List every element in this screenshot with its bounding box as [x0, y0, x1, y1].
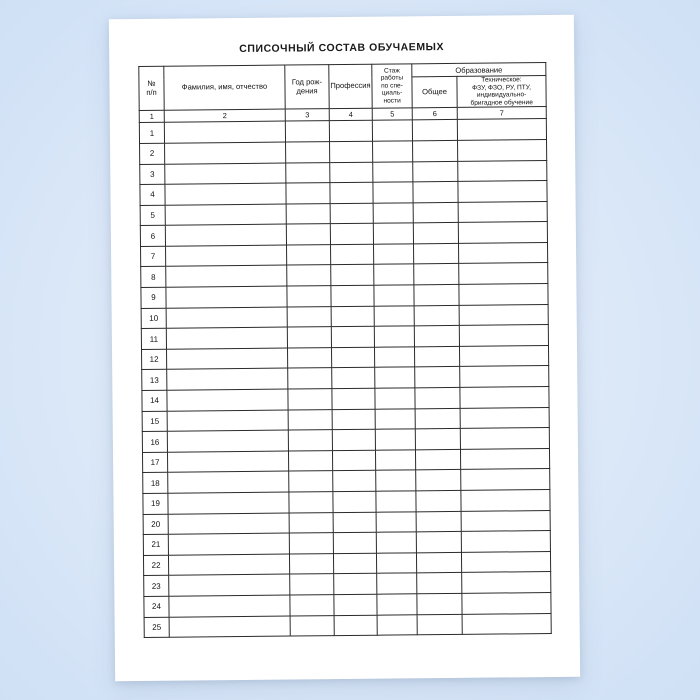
- cell-education-technical[interactable]: [460, 387, 549, 408]
- cell-experience[interactable]: [375, 408, 415, 429]
- cell-education-general[interactable]: [414, 326, 459, 347]
- cell-experience[interactable]: [376, 511, 416, 532]
- header-cell-number: [139, 66, 164, 111]
- cell-fullname[interactable]: [169, 574, 290, 596]
- header-experience-line4: циаль-: [381, 89, 403, 98]
- cell-birthyear[interactable]: [290, 574, 334, 595]
- cell-education-general[interactable]: [414, 243, 459, 264]
- roster-table: [138, 62, 551, 638]
- cell-profession[interactable]: [331, 326, 374, 347]
- cell-education-technical[interactable]: [460, 428, 549, 449]
- cell-profession[interactable]: [331, 347, 374, 368]
- cell-education-technical[interactable]: [460, 366, 549, 387]
- cell-birthyear[interactable]: [287, 265, 331, 286]
- cell-education-technical[interactable]: [459, 284, 548, 305]
- column-number-7: 7: [457, 107, 546, 120]
- cell-profession[interactable]: [330, 162, 373, 183]
- row-number-cell: 5: [140, 205, 165, 226]
- cell-birthyear[interactable]: [288, 450, 332, 471]
- cell-profession[interactable]: [332, 368, 375, 389]
- header-technical-line2: ФЗУ, ФЗО, РУ, ПТУ,: [472, 83, 531, 92]
- column-number-1: 1: [139, 111, 164, 123]
- header-cell-education-group: Образование: [412, 63, 546, 77]
- cell-education-technical[interactable]: [458, 160, 547, 181]
- row-number-cell: 24: [144, 596, 169, 617]
- row-number-cell: 7: [141, 246, 166, 267]
- cell-education-general[interactable]: [414, 264, 459, 285]
- cell-fullname[interactable]: [165, 163, 286, 185]
- cell-birthyear[interactable]: [288, 368, 332, 389]
- cell-fullname[interactable]: [165, 204, 286, 226]
- table-body: [139, 119, 551, 638]
- cell-education-general[interactable]: [412, 120, 457, 141]
- row-number-cell: 11: [141, 328, 166, 349]
- cell-education-technical[interactable]: [461, 551, 550, 572]
- header-number-line1: №: [147, 78, 156, 88]
- header-experience-line5: ности: [383, 97, 401, 105]
- page-title: СПИСОЧНЫЙ СОСТАВ ОБУЧАЕМЫХ: [239, 41, 445, 55]
- cell-experience[interactable]: [376, 532, 416, 553]
- cell-profession[interactable]: [332, 388, 375, 409]
- cell-education-technical[interactable]: [459, 304, 548, 325]
- cell-profession[interactable]: [332, 409, 375, 430]
- cell-education-general[interactable]: [417, 573, 462, 594]
- cell-experience[interactable]: [373, 203, 413, 224]
- cell-experience[interactable]: [376, 470, 416, 491]
- cell-education-general[interactable]: [413, 202, 458, 223]
- cell-birthyear[interactable]: [290, 615, 334, 636]
- cell-experience[interactable]: [373, 182, 413, 203]
- row-number-cell: 18: [143, 473, 168, 494]
- cell-profession[interactable]: [333, 512, 376, 533]
- row-number-cell: 10: [141, 308, 166, 329]
- cell-education-general[interactable]: [416, 470, 461, 491]
- document-sheet: [109, 15, 580, 681]
- cell-education-general[interactable]: [414, 305, 459, 326]
- cell-education-general[interactable]: [415, 408, 460, 429]
- cell-education-technical[interactable]: [462, 613, 551, 634]
- row-number-cell: 16: [142, 431, 167, 452]
- cell-birthyear[interactable]: [285, 121, 329, 142]
- header-cell-profession: Профессия: [329, 64, 372, 109]
- cell-education-technical[interactable]: [459, 263, 548, 284]
- cell-experience[interactable]: [375, 388, 415, 409]
- cell-birthyear[interactable]: [288, 409, 332, 430]
- cell-profession[interactable]: [330, 223, 373, 244]
- cell-fullname[interactable]: [166, 327, 287, 349]
- cell-birthyear[interactable]: [287, 347, 331, 368]
- row-number-cell: 8: [141, 267, 166, 288]
- cell-experience[interactable]: [374, 244, 414, 265]
- cell-education-technical[interactable]: [458, 139, 547, 160]
- cell-experience[interactable]: [372, 120, 412, 141]
- cell-fullname[interactable]: [168, 471, 289, 493]
- cell-fullname[interactable]: [169, 616, 290, 638]
- cell-experience[interactable]: [373, 141, 413, 162]
- cell-education-general[interactable]: [414, 284, 459, 305]
- cell-experience[interactable]: [377, 573, 417, 594]
- cell-experience[interactable]: [376, 491, 416, 512]
- cell-education-technical[interactable]: [461, 531, 550, 552]
- cell-education-general[interactable]: [415, 449, 460, 470]
- cell-fullname[interactable]: [168, 554, 289, 576]
- table-row: [144, 613, 551, 637]
- cell-education-general[interactable]: [415, 367, 460, 388]
- cell-education-technical[interactable]: [462, 572, 551, 593]
- cell-fullname[interactable]: [166, 266, 287, 288]
- cell-education-general[interactable]: [413, 181, 458, 202]
- cell-fullname[interactable]: [165, 142, 286, 164]
- row-number-cell: 20: [143, 514, 168, 535]
- row-number-cell: 25: [144, 617, 169, 638]
- cell-fullname[interactable]: [168, 492, 289, 514]
- cell-education-general[interactable]: [416, 532, 461, 553]
- cell-education-technical[interactable]: [461, 490, 550, 511]
- cell-birthyear[interactable]: [287, 327, 331, 348]
- cell-birthyear[interactable]: [286, 183, 330, 204]
- cell-birthyear[interactable]: [286, 142, 330, 163]
- cell-education-general[interactable]: [413, 161, 458, 182]
- row-number-cell: 4: [140, 184, 165, 205]
- row-number-cell: 3: [140, 164, 165, 185]
- cell-birthyear[interactable]: [287, 286, 331, 307]
- cell-experience[interactable]: [374, 285, 414, 306]
- cell-experience[interactable]: [375, 450, 415, 471]
- row-number-cell: 2: [140, 143, 165, 164]
- cell-education-technical[interactable]: [460, 448, 549, 469]
- cell-birthyear[interactable]: [287, 245, 331, 266]
- cell-profession[interactable]: [329, 121, 372, 142]
- cell-fullname[interactable]: [164, 121, 285, 143]
- cell-profession[interactable]: [333, 553, 376, 574]
- cell-fullname[interactable]: [169, 595, 290, 617]
- cell-education-technical[interactable]: [462, 592, 551, 613]
- row-number-cell: 13: [142, 370, 167, 391]
- cell-experience[interactable]: [376, 553, 416, 574]
- cell-profession[interactable]: [330, 203, 373, 224]
- cell-experience[interactable]: [374, 264, 414, 285]
- cell-profession[interactable]: [332, 429, 375, 450]
- cell-birthyear[interactable]: [290, 595, 334, 616]
- cell-fullname[interactable]: [165, 224, 286, 246]
- cell-birthyear[interactable]: [287, 306, 331, 327]
- cell-education-technical[interactable]: [459, 325, 548, 346]
- header-cell-birthyear: [285, 65, 329, 110]
- cell-birthyear[interactable]: [289, 533, 333, 554]
- cell-birthyear[interactable]: [289, 492, 333, 513]
- cell-education-general[interactable]: [417, 614, 462, 635]
- cell-fullname[interactable]: [167, 430, 288, 452]
- cell-birthyear[interactable]: [289, 512, 333, 533]
- column-number-2: 2: [164, 109, 285, 122]
- cell-birthyear[interactable]: [286, 162, 330, 183]
- cell-profession[interactable]: [331, 285, 374, 306]
- cell-profession[interactable]: [330, 182, 373, 203]
- cell-education-technical[interactable]: [458, 222, 547, 243]
- cell-education-technical[interactable]: [461, 510, 550, 531]
- cell-profession[interactable]: [331, 306, 374, 327]
- cell-education-general[interactable]: [414, 346, 459, 367]
- cell-education-technical[interactable]: [457, 119, 546, 140]
- header-cell-experience: [372, 64, 412, 109]
- cell-experience[interactable]: [374, 347, 414, 368]
- cell-experience[interactable]: [377, 594, 417, 615]
- cell-profession[interactable]: [331, 244, 374, 265]
- cell-birthyear[interactable]: [289, 471, 333, 492]
- cell-fullname[interactable]: [167, 368, 288, 390]
- row-number-cell: 1: [139, 123, 164, 144]
- cell-education-general[interactable]: [415, 387, 460, 408]
- cell-fullname[interactable]: [166, 286, 287, 308]
- cell-profession[interactable]: [331, 265, 374, 286]
- header-technical-line1: Техническое:: [481, 76, 522, 84]
- cell-profession[interactable]: [334, 615, 377, 636]
- row-number-cell: 15: [142, 411, 167, 432]
- row-number-cell: 22: [143, 555, 168, 576]
- header-birthyear-line1: Год рож-: [291, 76, 323, 87]
- table-head: [139, 63, 547, 123]
- cell-experience[interactable]: [374, 305, 414, 326]
- cell-experience[interactable]: [373, 161, 413, 182]
- cell-education-general[interactable]: [413, 223, 458, 244]
- cell-education-general[interactable]: [413, 140, 458, 161]
- header-technical-line4: бригадное обучение: [470, 98, 533, 107]
- cell-experience[interactable]: [375, 367, 415, 388]
- cell-profession[interactable]: [333, 532, 376, 553]
- header-experience-line3: по спе-: [381, 82, 403, 90]
- cell-birthyear[interactable]: [286, 224, 330, 245]
- cell-birthyear[interactable]: [288, 430, 332, 451]
- row-number-cell: 12: [142, 349, 167, 370]
- cell-education-general[interactable]: [416, 552, 461, 573]
- row-number-cell: 9: [141, 287, 166, 308]
- column-number-5: 5: [372, 108, 412, 120]
- cell-experience[interactable]: [374, 326, 414, 347]
- cell-fullname[interactable]: [168, 533, 289, 555]
- cell-fullname[interactable]: [167, 348, 288, 370]
- cell-profession[interactable]: [330, 141, 373, 162]
- cell-education-technical[interactable]: [459, 242, 548, 263]
- cell-fullname[interactable]: [166, 307, 287, 329]
- header-experience-line1: Стаж: [383, 67, 400, 75]
- header-number-line2: п/п: [146, 87, 157, 97]
- roster-table-container: [138, 62, 550, 638]
- cell-profession[interactable]: [333, 471, 376, 492]
- cell-profession[interactable]: [334, 574, 377, 595]
- header-technical-line3: индивидуально-: [476, 91, 527, 99]
- cell-education-technical[interactable]: [459, 345, 548, 366]
- cell-experience[interactable]: [377, 614, 417, 635]
- cell-fullname[interactable]: [167, 451, 288, 473]
- cell-birthyear[interactable]: [289, 553, 333, 574]
- cell-profession[interactable]: [332, 450, 375, 471]
- cell-education-general[interactable]: [415, 429, 460, 450]
- column-number-6: 6: [412, 108, 457, 120]
- cell-education-general[interactable]: [416, 490, 461, 511]
- cell-fullname[interactable]: [166, 245, 287, 267]
- cell-education-general[interactable]: [417, 593, 462, 614]
- row-number-cell: 23: [144, 576, 169, 597]
- row-number-cell: 14: [142, 390, 167, 411]
- cell-education-technical[interactable]: [461, 469, 550, 490]
- row-number-cell: 21: [143, 534, 168, 555]
- cell-education-technical[interactable]: [458, 201, 547, 222]
- cell-fullname[interactable]: [168, 513, 289, 535]
- cell-birthyear[interactable]: [288, 389, 332, 410]
- column-number-4: 4: [329, 109, 372, 121]
- cell-profession[interactable]: [334, 594, 377, 615]
- cell-fullname[interactable]: [167, 410, 288, 432]
- cell-experience[interactable]: [373, 223, 413, 244]
- column-number-3: 3: [285, 109, 329, 121]
- row-number-cell: 19: [143, 493, 168, 514]
- header-birthyear-line2: дения: [296, 85, 318, 96]
- row-number-cell: 6: [140, 225, 165, 246]
- header-cell-education-technical: [457, 76, 546, 108]
- cell-education-technical[interactable]: [458, 181, 547, 202]
- row-number-cell: 17: [142, 452, 167, 473]
- cell-education-technical[interactable]: [460, 407, 549, 428]
- cell-fullname[interactable]: [167, 389, 288, 411]
- cell-profession[interactable]: [333, 491, 376, 512]
- cell-experience[interactable]: [375, 429, 415, 450]
- cell-education-general[interactable]: [416, 511, 461, 532]
- header-experience-line2: работы: [380, 74, 404, 82]
- header-cell-education-general: Общее: [412, 76, 457, 108]
- cell-fullname[interactable]: [165, 183, 286, 205]
- header-cell-fullname: Фамилия, имя, отчество: [164, 65, 285, 110]
- cell-birthyear[interactable]: [286, 203, 330, 224]
